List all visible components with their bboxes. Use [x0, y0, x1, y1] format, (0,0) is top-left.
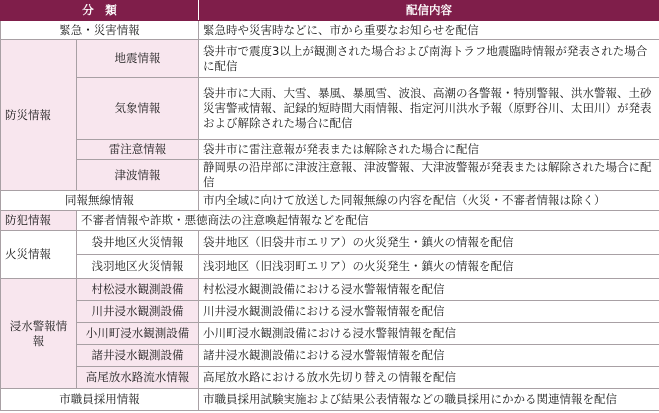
header-category: 分 類: [1, 1, 199, 21]
content-ogawa: 小川町浸水観測設備における浸水警報情報を配信: [199, 323, 659, 345]
table-row: [1, 231, 659, 255]
table-row: [1, 211, 659, 231]
table-row: [1, 301, 659, 323]
subcategory-lightning: 雷注意情報: [77, 140, 199, 160]
table-row: [1, 279, 659, 301]
content-tsunami: 静岡県の沿岸部に津波注意報、津波警報、大津波警報が発表または解除された場合に配信: [199, 160, 659, 191]
subcategory-moroi: 諸井浸水観測設備: [77, 345, 199, 367]
table-header-row: [1, 1, 659, 21]
content-earthquake: 袋井市で震度3以上が観測された場合および南海トラフ地震臨時情報が発表された場合に配信: [199, 40, 659, 78]
table-row: [1, 367, 659, 389]
subcategory-weather: 気象情報: [77, 78, 199, 140]
content-lightning: 袋井市に雷注意報が発表または解除された場合に配信: [199, 140, 659, 160]
content-crime: 不審者情報や詐欺・悪徳商法の注意喚起情報などを配信: [77, 211, 659, 231]
subcategory-tsunami: 津波情報: [77, 160, 199, 191]
content-staff: 市職員採用試験実施および結果公表情報などの職員採用にかかる関連情報を配信: [199, 389, 659, 411]
content-fukuroi-fire: 袋井地区（旧袋井市エリア）の火災発生・鎮火の情報を配信: [199, 231, 659, 255]
subcategory-fukuroi-fire: 袋井地区火災情報: [77, 231, 199, 255]
header-content: 配信内容: [199, 1, 659, 21]
subcategory-ogawa: 小川町浸水観測設備: [77, 323, 199, 345]
category-staff: 市職員採用情報: [1, 389, 199, 411]
content-weather: 袋井市に大雨、大雪、暴風、暴風雪、波浪、高潮の各警報・特別警報、洪水警報、土砂災害警戒情報、記録的短時間大雨情報、指定河川洪水予報（原野谷川、太田川）が発表および解除された場合に配信: [199, 78, 659, 140]
content-takao: 高尾放水路における放水先切り替えの情報を配信: [199, 367, 659, 389]
content-emergency: 緊急時や災害時などに、市から重要なお知らせを配信: [199, 21, 659, 40]
category-emergency: 緊急・災害情報: [1, 21, 199, 40]
category-fire: 火災情報: [1, 231, 77, 279]
subcategory-muramatsu: 村松浸水観測設備: [77, 279, 199, 301]
category-broadcast: 同報無線情報: [1, 191, 199, 211]
content-kawai: 川井浸水観測設備における浸水警報情報を配信: [199, 301, 659, 323]
table-row: [1, 21, 659, 40]
table-row: [1, 389, 659, 411]
table-row: [1, 160, 659, 191]
content-muramatsu: 村松浸水観測設備における浸水警報情報を配信: [199, 279, 659, 301]
category-flood: 浸水警報情報: [1, 279, 77, 389]
subcategory-takao: 高尾放水路流水情報: [77, 367, 199, 389]
table-row: [1, 140, 659, 160]
content-broadcast: 市内全域に向けて放送した同報無線の内容を配信（火災・不審者情報は除く）: [199, 191, 659, 211]
content-asaba-fire: 浅羽地区（旧浅羽町エリア）の火災発生・鎮火の情報を配信: [199, 255, 659, 279]
subcategory-earthquake: 地震情報: [77, 40, 199, 78]
subcategory-asaba-fire: 浅羽地区火災情報: [77, 255, 199, 279]
table-row: [1, 191, 659, 211]
table-row: [1, 345, 659, 367]
table-row: [1, 78, 659, 140]
subcategory-kawai: 川井浸水観測設備: [77, 301, 199, 323]
content-moroi: 諸井浸水観測設備における浸水警報情報を配信: [199, 345, 659, 367]
table-row: [1, 40, 659, 78]
category-disaster: 防災情報: [1, 40, 77, 191]
table-row: [1, 323, 659, 345]
category-crime: 防犯情報: [1, 211, 77, 231]
table-row: [1, 255, 659, 279]
